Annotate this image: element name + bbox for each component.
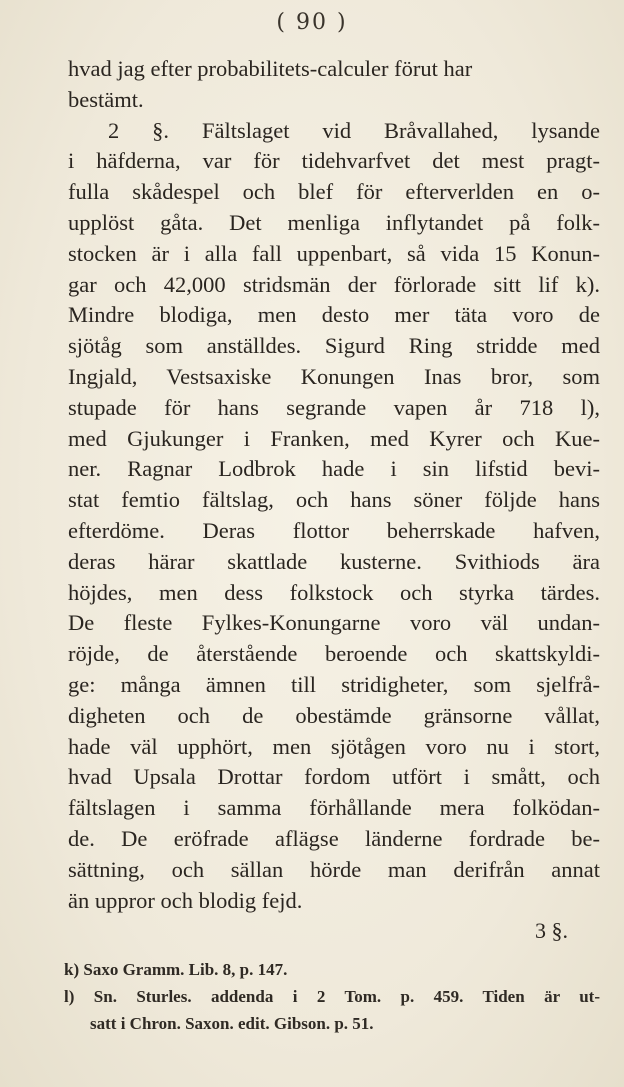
main-text-block <box>68 54 600 916</box>
text-line: röjde, de återstående beroende och skattskyldi- <box>68 641 600 667</box>
text-line: hvad Upsala Drottar fordom utfört i smått, och <box>68 764 600 790</box>
text-line: med Gjukunger i Franken, med Kyrer och Kue- <box>68 425 600 451</box>
footnote-l-continued: satt i Chron. Saxon. edit. Gibson. p. 51. <box>90 1014 374 1033</box>
text-line: fältslagen i samma förhållande mera folködan- <box>68 795 600 821</box>
text-line: ge: många ämnen till stridigheter, som sjelfrå- <box>68 671 600 697</box>
text-line: bestämt. <box>68 86 144 112</box>
text-line: Ingjald, Vestsaxiske Konungen Inas bror, som <box>68 363 600 389</box>
text-line: än uppror och blodig fejd. <box>68 887 303 913</box>
text-line: stat femtio fältslag, och hans söner följde hans <box>68 487 600 513</box>
text-line: gar och 42,000 stridsmän der förlorade sitt lif k). <box>68 271 600 297</box>
footnotes <box>64 956 600 1037</box>
text-line: stupade för hans segrande vapen år 718 l), <box>68 394 600 420</box>
text-line: de. De eröfrade aflägse länderne fordrade be- <box>68 825 600 851</box>
text-line: De fleste Fylkes-Konungarne voro väl undan- <box>68 610 600 636</box>
catchword: 3 §. <box>535 918 568 943</box>
text-line: Mindre blodiga, men desto mer täta voro de <box>68 302 600 328</box>
text-line: stocken är i alla fall uppenbart, så vida 15 Konun- <box>68 240 600 266</box>
text-line: efterdöme. Deras flottor beherrskade hafven, <box>68 517 600 543</box>
text-line: hade väl upphört, men sjötågen voro nu i stort, <box>68 733 600 759</box>
text-line: sjötåg som anställdes. Sigurd Ring stridde med <box>68 333 600 359</box>
text-line: ner. Ragnar Lodbrok hade i sin lifstid bevi- <box>68 456 600 482</box>
footnote-l: l) Sn. Sturles. addenda i 2 Tom. p. 459. Tiden är ut- <box>64 987 600 1006</box>
text-line: i häfderna, var för tidehvarfvet det mest pragt- <box>68 148 600 174</box>
text-line: fulla skådespel och blef för efterverlden en o- <box>68 179 600 205</box>
text-line: upplöst gåta. Det menliga inflytandet på folk- <box>68 209 600 235</box>
text-line: hvad jag efter probabilitets-calculer förut har <box>68 56 473 81</box>
text-line: höjdes, men dess folkstock och styrka tärdes. <box>68 579 600 605</box>
text-line: 2 §. Fältslaget vid Bråvallahed, lysande <box>108 117 600 143</box>
footnote-k: k) Saxo Gramm. Lib. 8, p. 147. <box>64 960 288 979</box>
page-number: ( 90 ) <box>276 10 348 35</box>
text-line: digheten och de obestämde gränsorne vållat, <box>68 702 600 728</box>
text-line: sättning, och sällan hörde man derifrån annat <box>68 856 600 882</box>
text-line: deras härar skattlade kusterne. Svithiods ära <box>68 548 600 574</box>
